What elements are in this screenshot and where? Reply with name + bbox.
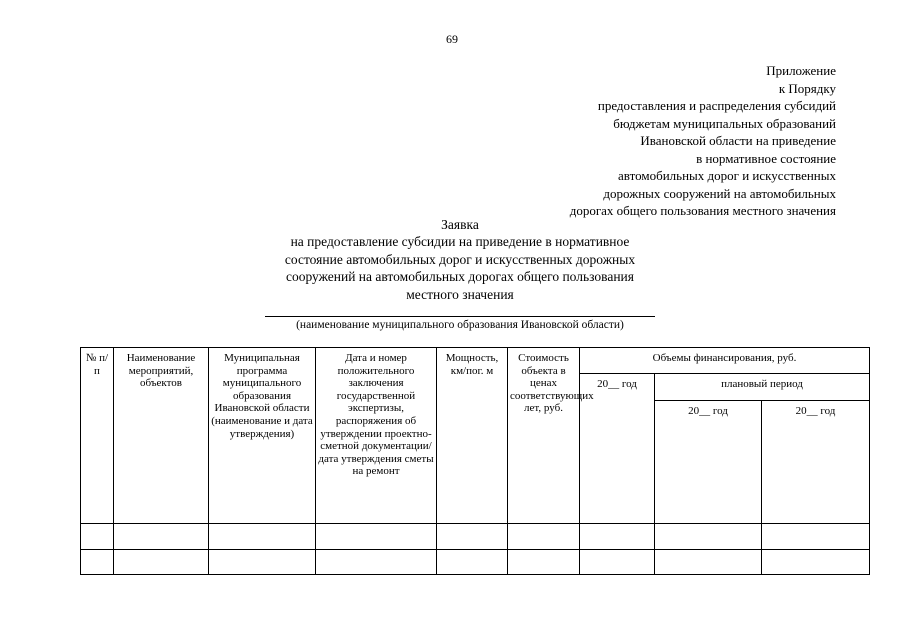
header-year-plan-1: 20__ год xyxy=(655,400,762,524)
header-municipal-program: Муниципальная программа муниципального образования Ивановской области (наименование и дата утверждения) xyxy=(209,348,316,524)
header-expertise: Дата и номер положительного заключения государственной экспертизы, распоряжения об утверждении проектно-сметной документации/дата утверждения сметы на ремонт xyxy=(316,348,437,524)
appendix-line: предоставления и распределения субсидий xyxy=(597,98,836,113)
table-cell xyxy=(209,549,316,574)
header-financing: Объемы финансирования, руб. xyxy=(580,348,870,374)
table-cell xyxy=(762,549,870,574)
table-cell xyxy=(655,549,762,574)
table-cell xyxy=(437,549,508,574)
request-table xyxy=(80,347,870,575)
table-cell xyxy=(508,549,580,574)
document-title: Заявка xyxy=(441,217,479,232)
table-cell xyxy=(316,524,437,549)
appendix-line: Ивановской области на приведение xyxy=(640,133,836,148)
municipality-blank-line xyxy=(265,316,655,317)
table-cell xyxy=(762,524,870,549)
table-cell xyxy=(316,549,437,574)
subtitle-line: сооружений на автомобильных дорогах общего пользования xyxy=(285,269,634,284)
table-cell xyxy=(580,549,655,574)
appendix-line: в нормативное состояние xyxy=(696,150,836,166)
table-cell xyxy=(580,524,655,549)
appendix-line: к Порядку xyxy=(778,80,836,96)
table-row xyxy=(81,549,870,574)
header-activity-name: Наименование мероприятий, объектов xyxy=(114,348,209,524)
appendix-block xyxy=(416,62,836,220)
header-year-plan-2: 20__ год xyxy=(762,400,870,524)
header-cost: Стоимость объекта в ценах соответствующих лет, руб. xyxy=(508,348,580,524)
appendix-line: дорожных сооружений на автомобильных xyxy=(603,185,836,201)
table-cell xyxy=(81,524,114,549)
header-capacity: Мощность, км/пог. м xyxy=(437,348,508,524)
appendix-line: бюджетам муниципальных образований xyxy=(613,115,836,131)
header-year-current: 20__ год xyxy=(580,374,655,524)
table-cell xyxy=(508,524,580,549)
document-subtitle xyxy=(210,233,710,303)
subtitle-line: состояние автомобильных дорог и искусственных дорожных xyxy=(284,251,636,267)
appendix-line: автомобильных дорог и искусственных xyxy=(618,168,836,183)
table-cell xyxy=(81,549,114,574)
table-cell xyxy=(437,524,508,549)
table-cell xyxy=(114,549,209,574)
appendix-line: дорогах общего пользования местного значения xyxy=(569,203,836,218)
table-cell xyxy=(114,524,209,549)
header-planning-period: плановый период xyxy=(655,374,870,400)
table-row xyxy=(81,524,870,549)
appendix-line: Приложение xyxy=(766,63,836,78)
table-cell xyxy=(655,524,762,549)
page-number: 69 xyxy=(446,32,458,46)
subtitle-line: на предоставление субсидии на приведение в нормативное xyxy=(290,234,630,249)
subtitle-line: местного значения xyxy=(406,286,514,302)
header-number: № п/п xyxy=(81,348,114,524)
municipality-caption: (наименование муниципального образования Ивановской области) xyxy=(296,319,624,331)
table-cell xyxy=(209,524,316,549)
